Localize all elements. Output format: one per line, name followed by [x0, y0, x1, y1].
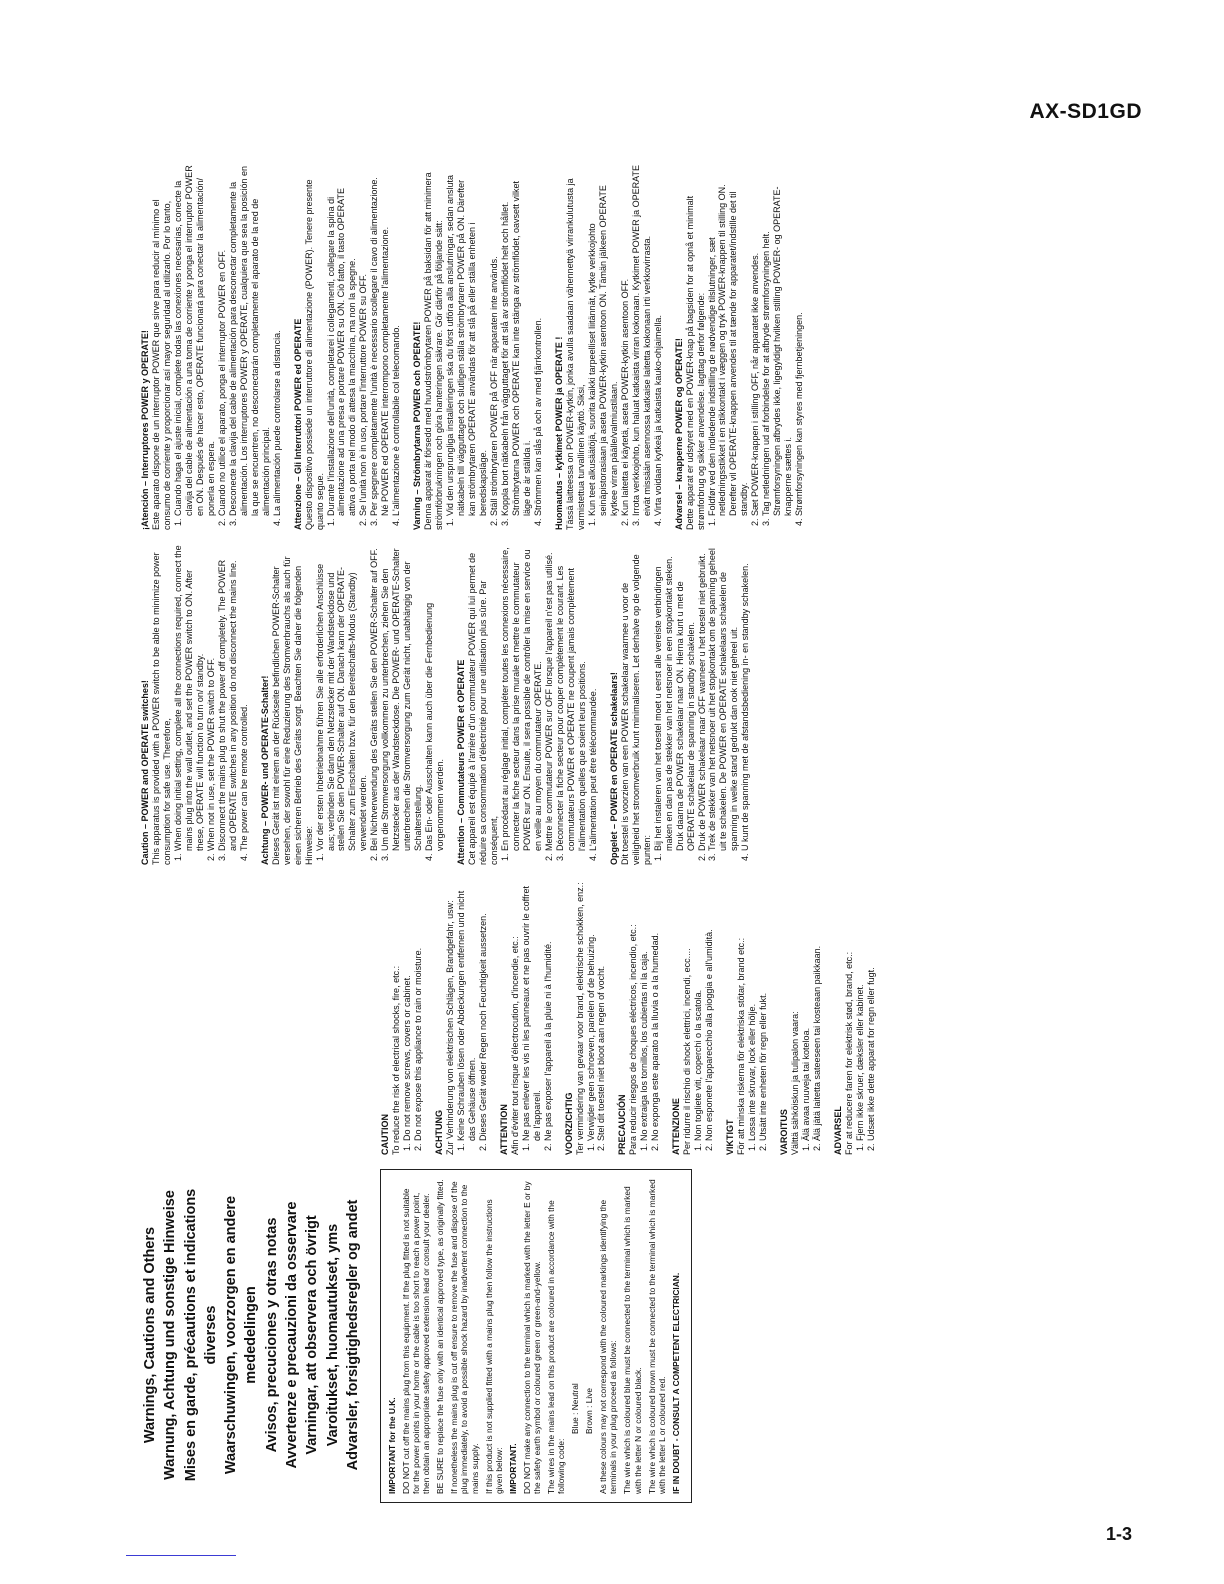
- section-list: [456, 875, 489, 1155]
- section-heading: Opgelet – POWER en OPERATE schakelaars!: [608, 672, 619, 865]
- power-switch-column-1: [140, 545, 761, 865]
- section-intro: Para reducir riesgos de choques eléctricos, incendio, etc.:: [628, 924, 639, 1155]
- section-intro: To reduce the risk of electrical shocks, fire, etc.:: [390, 965, 401, 1155]
- section-list-item: 4. The power can be remote controlled.: [239, 545, 250, 851]
- uk-paragraph: IF IN DOUBT - CONSULT A COMPETENT ELECTRICIAN.: [670, 1272, 681, 1494]
- section-list-item: 2. No exponga este aparato a la lluvia o a la humedad.: [650, 875, 661, 1141]
- section-list: [586, 875, 608, 1155]
- warning-section: [609, 545, 752, 865]
- uk-heading: IMPORTANT.: [507, 1443, 518, 1494]
- section-list-item: 1. No extraiga los tornillos, los cubiertas ni la caja.: [639, 875, 650, 1141]
- section-list-item: 3. Disconnect the mains plug to shut the power off completely. The POWER and OPERATE switches in any position do not disconnect the mains line.: [217, 545, 239, 851]
- warning-section: [260, 545, 446, 865]
- section-intro: Dieses Gerät ist mit einem an der Rückseite befindlichen POWER-Schalter versehen, der sowohl für eine Reduzierung des Stromverbrauchs als auch für einen sicheren Betrieb des Geräts sorgt. Beachten Sie daher die folgenden Hinweise:: [270, 556, 314, 865]
- uk-wire-legend: Brown : Live: [584, 1387, 595, 1434]
- section-intro: Per ridurre il rischio di shock elettrici, incendi, ecc....: [682, 948, 693, 1155]
- uk-paragraph: As these colours may not correspond with the coloured markings identifying the terminals in your plug proceed as follows:: [598, 1199, 619, 1494]
- section-list: [315, 545, 447, 865]
- section-intro: Questo dispositivo possiede un interruttore di alimentazione (POWER). Tenere presente quanto segue.: [303, 179, 325, 530]
- power-switch-column-2: [140, 165, 815, 530]
- section-list-item: 2. Mettre le commutateur POWER sur OFF lorsque l'appareil n'est pas utilisé.: [544, 545, 555, 851]
- section-list: [747, 875, 769, 1155]
- section-heading: ¡Atención – Interruptores POWER y OPERATE!: [140, 330, 150, 530]
- title-line: Varningar, att observera och övrigt: [304, 1215, 321, 1455]
- section-list-item: 1. Kun teet alkusäätöjä, suorita kaikki tarpeelliset liitännät, kytke verkkojohto seinäpistorasiaan ja aseta POWER-kytkin asentoon ON. Tämän jälkeen OPERATE kytkee virran päälle/valmiustilaan.: [587, 165, 620, 516]
- section-heading: CAUTION: [380, 1114, 390, 1155]
- uk-paragraph: If this product is not supplied fitted with a mains plug then follow the instructions given below:: [483, 1199, 504, 1494]
- section-list-item: 1. When doing initial setting, complete all the connections required, connect the mains plug into the wall outlet, and set the POWER switch to ON. After these, OPERATE will function to turn on/ standby.: [173, 545, 206, 851]
- section-list-item: 1. Lossa inte skruvar, lock eller hölje.: [747, 875, 758, 1141]
- warning-section: [434, 875, 489, 1155]
- section-list-item: 1. Älä avaa ruuveja tai koteloa.: [801, 875, 812, 1141]
- page-number: 1-3: [1105, 1524, 1132, 1544]
- section-list: [500, 545, 599, 865]
- section-list-item: 1. Verwijder geen schroeven, panelen of de behuizing.: [586, 875, 597, 1141]
- warning-section: [554, 165, 664, 530]
- section-list-item: 2. Ne pas exposer l'appareil à la pluie ni à l'humidité.: [543, 875, 554, 1141]
- section-intro: Cet appareil est équipé à l'arrière d'un commutateur POWER qui lui permet de réduire sa consommation d'électricité pour une utilisation plus sûre. Par conséquent,: [467, 552, 500, 865]
- section-intro: Este aparato dispone de un interruptor POWER que sirve para reducir al mínimo el consumo de corriente y proporcionar así mayor seguridad al utilizarlo. Por lo tanto,: [150, 199, 172, 530]
- title-line: Varoitukset, huomautukset, yms: [324, 1223, 341, 1447]
- section-list-item: 2. Se l'unità non è in uso, portare l'interruttore POWER su OFF.: [358, 165, 369, 516]
- section-list-item: 2. Stel dit toestel niet bloot aan regen of vocht.: [596, 875, 607, 1141]
- section-list-item: 1. Do not remove screws, covers or cabinet.: [402, 875, 413, 1141]
- section-list-item: 4. L'alimentazione è controllabile col telecomando.: [391, 165, 402, 516]
- uk-paragraph: The wire which is coloured blue must be connected to the terminal which is marked with the letter N or coloured black.: [622, 1186, 643, 1494]
- title-line: Warnung, Achtung und sonstige Hinweise: [162, 1190, 179, 1480]
- section-list: [855, 875, 877, 1155]
- uk-paragraph: DO NOT make any connection to the terminal which is marked with the letter E or by the safety earth symbol or coloured green or green-and-yellow.: [521, 1181, 542, 1494]
- section-list-item: 2. Utsätt inte enheten för regn eller fukt.: [758, 875, 769, 1141]
- section-intro: This apparatus is provided with a POWER switch to be able to minimize power consumption for safe use. Therefore,: [150, 552, 172, 865]
- section-heading: Varning – Strömbrytarna POWER och OPERATE!: [412, 321, 423, 530]
- section-heading: Advarsel – knapperne POWER og OPERATE!: [673, 338, 684, 530]
- section-list-item: 2. Druk de POWER schakelaar naar OFF wanneer u het toestel niet gebruikt.: [697, 545, 708, 851]
- warning-section: [380, 875, 424, 1155]
- warning-section: [412, 165, 544, 530]
- section-list: [326, 165, 403, 530]
- section-heading: Caution – POWER and OPERATE switches!: [140, 680, 150, 865]
- uk-paragraph: BE SURE to replace the fuse only with an identical approved type, as originally fitted.: [435, 1179, 446, 1494]
- section-intro: Afin d'éviter tout risque d'électrocution, d'incendie, etc.:: [509, 936, 520, 1155]
- section-list-item: 1. Cuando haga el ajuste inicial, complete todas las conexiones necesarias, conecte la clavija del cable de alimentación a una toma de corriente y ponga el interruptor POWER en ON. Después de hacer esto, OPERATE funcionará para conectar la alimentación/ ponerla en espera.: [173, 165, 217, 516]
- section-intro: Välttä sähköiskun ja tulipalon vaara:: [790, 1011, 801, 1155]
- section-list-item: 4. La alimentación puede controlarse a distancia.: [272, 165, 283, 516]
- section-list-item: 1. Bij het instaleren van het toestel moet u eerst alle vereiste verbindingen maken en dan pas de stekker van het netsnoer in een stopkontakt steken. Druk daarna de POWER schakelaar naar ON. Hierna kunt u met de OPERATE schakelaar de spanning in standby schakelen.: [653, 545, 697, 851]
- section-list-item: 1. Durante l'installazione dell'unità, completarei i collegamenti, collegare la spina di alimentazione ad una presa e portare POWER su ON. Ciò fatto, il tasto OPERATE attiva o porta nel modo di attesa la macchina, ma non la spegne.: [326, 165, 359, 516]
- section-list-item: 2. Älä jätä laitetta sateeseen tai kosteaan paikkaan.: [812, 875, 823, 1141]
- section-heading: ATTENZIONE: [671, 1098, 682, 1155]
- model-number: AX-SD1GD: [1029, 100, 1142, 123]
- section-list-item: 2. When not in use, set the POWER switch to OFF.: [206, 545, 217, 851]
- section-list-item: 1. Vid den ursprungliga installeringen ska du först utföra alla anslutningar, sedan ansluta nätkabeln till vägguttaget och slutligen ställa strömbrytaren POWER på ON. Därefter kan strömbrytaren OPERATE användas för att slå på eller ställa enheten i beredskapsläge.: [445, 165, 489, 516]
- section-list-item: 1. Foldfør ved den indledende indstilling de nødvendige tilslutninger, sæt netledningsstikket i en stikkontakt i væggen og tryk POWER-knappen til stilling ON. Derefter vil OPERATE-knappen anvendes til at tænde for apparatet/indstille det til standby.: [707, 165, 751, 516]
- section-heading: VIKTIGT: [725, 1119, 736, 1155]
- section-heading: ACHTUNG: [433, 1110, 444, 1155]
- section-list-item: 1. Non togliete viti, coperchi o la scatola.: [693, 875, 704, 1141]
- uk-wire-legend: Blue : Neutral: [570, 1383, 581, 1434]
- section-list-item: 2. Non esponete l'apparecchio alla pioggia e all'umidità.: [704, 875, 715, 1141]
- section-list: [653, 545, 752, 865]
- warning-section: [499, 875, 554, 1155]
- section-list-item: 3. Trek de stekker van het netsnoer uit het stopkontakt om de spanning geheel uit te schakelen. De POWER en OPERATE schakelaars schakelen de spanning in welke stand gedrukt dan ook niet geheel uit.: [707, 545, 740, 851]
- section-intro: Dit toestel is voorzien van een POWER schakelaar waarmee u voor de veiligheid het stroomverbruik kunt minimaliseren. Let derhalve op de volgende punten:: [619, 554, 652, 865]
- section-intro: Dette apparat er udstyret med en POWER-knap på bagsiden for at opnå et minimalt strømforbrug og sikker anvendelse. Iagttag derfor følgende:: [684, 195, 706, 530]
- section-list-item: 2. Ställ strömbrytaren POWER på OFF när apparaten inte används.: [489, 165, 500, 516]
- section-intro: För att minska riskerna för elektriska stötar, brand etc.:: [736, 937, 747, 1155]
- section-list-item: 4. U kunt de spanning met de afstandsbediening in- en standby schakelen.: [740, 545, 751, 851]
- section-list-item: 2. Kun laitetta ei käytetä, aseta POWER-kytkin asentoon OFF.: [620, 165, 631, 516]
- uk-paragraph: The wire which is coloured brown must be connected to the terminal which is marked with the letter L or coloured red.: [646, 1179, 667, 1494]
- section-list-item: 4. Virta voidaan kytkeä ja katkaista kauko-ohjaimella.: [653, 165, 664, 516]
- warning-section: [833, 875, 877, 1155]
- section-list: [707, 165, 806, 530]
- title-line: Advarsler, forsigtighedsregler og andet: [344, 1199, 361, 1471]
- section-list: [445, 165, 544, 530]
- footer-rule: [126, 1555, 236, 1556]
- section-list-item: 1. En procédant au réglage initial, compléter toutes les connexions nécessaire, connecter la fiche secteur dans la prise murale et mettre le commutateur POWER sur ON. Ensuite, il sera possible de contrôler la mise en service ou en veille au moyen du commutateur OPERATE.: [500, 545, 544, 851]
- section-heading: Attention – Commutateurs POWER et OPERATE: [456, 659, 467, 865]
- section-list: [521, 875, 554, 1155]
- rotated-content: [140, 160, 1040, 1505]
- uk-paragraph: The wires in the mains lead on this product are coloured in accordance with the following code:: [546, 1200, 567, 1494]
- uk-important-box: [380, 1169, 692, 1503]
- warning-section: [140, 545, 250, 865]
- uk-paragraph: DO NOT cut off the mains plug from this equipment. If the plug fitted is not suitable for the power points in your home or the cable is too short to reach a power point, then obtain an appropriate safety approved extension lead or consult your dealer.: [401, 1188, 432, 1494]
- section-heading: PRECAUCIÓN: [617, 1094, 628, 1155]
- section-list: [639, 875, 661, 1155]
- section-list-item: 3. Desconecte la clavija del cable de alimentación para desconectar completamente la alimentación. Los interruptores POWER y OPERATE, cualquiera que sea la posición en la que se encuentren, no desconectarán completamente el aparato de la red de alimentación principal.: [228, 165, 272, 516]
- section-intro: Tässä laitteessa on POWER-kytkin, jonka avulla saadaan vähennettyä virrankulutusta ja varmistettua turvallinen käyttö. Siksi,: [564, 178, 586, 530]
- section-list-item: 2. Udsæt ikke dette apparat for regn eller fugt.: [866, 875, 877, 1141]
- section-list-item: 3. Déconnecter la fiche secteur pour couper complètement le courant. Les commutateurs POWER et OPERATE ne coupent jamais complètement l'alimentation quelles que soient leurs positions.: [555, 545, 588, 851]
- section-heading: VOORZICHTIG: [563, 1092, 574, 1155]
- section-intro: For at reducere faren for elektrisk stød, brand, etc.:: [843, 951, 854, 1155]
- section-intro: Denna apparat är försedd med huvudströmbrytaren POWER på baksidan för att minimera strömförbrukningen och göra hanteringen säkrare. Gör därför på följande sätt:: [423, 172, 445, 530]
- section-list-item: 2. Cuando no utilice el aparato, ponga el interruptor POWER en OFF.: [217, 165, 228, 516]
- section-heading: ATTENTION: [498, 1104, 509, 1155]
- section-list-item: 3. Per spegnere completamente l'unità è necessario scollegare il cavo di alimentazione. Né POWER ed OPERATE interrompono completamente l'alimentazione.: [369, 165, 391, 516]
- section-list-item: 2. Dieses Gerät weder Regen noch Feuchtigkeit aussetzen.: [478, 875, 489, 1141]
- section-list: [173, 165, 283, 530]
- title-line: Mises en garde, précautions et indications diverses: [182, 1188, 219, 1482]
- section-list: [402, 875, 424, 1155]
- uk-heading: IMPORTANT for the U.K.: [387, 1397, 397, 1494]
- section-list-item: 3. Irrota verkkojohto, kun haluat katkaista virran kokonaan. Kytkimet POWER ja OPERATE eivät missään asennossa katkaise laitetta kokonaan irti verkkovirrasta.: [631, 165, 653, 516]
- section-list-item: 3. Tag netledningen ud af forbindelse for at afbryde strømforsyningen helt. Strømforsyningen afbrydes ikke, ligegyldigt hvilken stilling POWER- og OPERATE-knapperne sættes i.: [761, 165, 794, 516]
- section-heading: ADVARSEL: [832, 1106, 843, 1155]
- warning-section: [617, 875, 661, 1155]
- warning-section: [671, 875, 715, 1155]
- section-list-item: 1. Keine Schrauben lösen oder Abdeckungen entfernen und nicht das Gehäuse öffnen.: [456, 875, 478, 1141]
- section-list-item: 2. Bei Nichtverwendung des Geräts stellen Sie den POWER-Schalter auf OFF.: [369, 545, 380, 851]
- warning-section: [293, 165, 403, 530]
- section-list-item: 1. Vor der ersten Inbetriebnahme führen Sie alle erforderlichen Anschlüsse aus; verbinden Sie dann den Netzstecker mit der Wandsteckdose und stellen Sie den POWER-Schalter auf ON. Danach kann der OPERATE-Schalter zum Einschalten bzw. für den Bereitschafts-Modus (Standby) verwendet werden.: [315, 545, 370, 851]
- caution-column: [380, 875, 887, 1155]
- section-list: [801, 875, 823, 1155]
- section-list-item: 2. Do not expose this appliance to rain or moisture.: [413, 875, 424, 1141]
- warning-section: [674, 165, 806, 530]
- section-list-item: 2. Sæt POWER-knappen i stilling OFF, når apparatet ikke anvendes.: [750, 165, 761, 516]
- section-intro: Zur Verhinderung von elektrischen Schlägen, Brandgefahr, usw:: [444, 900, 455, 1155]
- section-list-item: 3. Um die Stromversorgung vollkommen zu unterbrechen, ziehen Sie den Netzstecker aus der Wandsteckdose. Die POWER- und OPERATE-Schalter unterbrechen die Stromversorgung zum Gerät nicht, unabhängig von der Schalterstellung.: [380, 545, 424, 851]
- section-list: [693, 875, 715, 1155]
- warning-section: [725, 875, 769, 1155]
- section-list-item: 1. Ne pas enlever les vis ni les panneaux et ne pas ouvrir le coffret de l'appareil.: [521, 875, 543, 1141]
- section-heading: VAROITUS: [779, 1109, 790, 1155]
- warning-section: [456, 545, 599, 865]
- section-heading: Huomautus – kytkimet POWER ja OPERATE !: [553, 336, 564, 530]
- section-list: [173, 545, 250, 865]
- section-list: [587, 165, 664, 530]
- title-block: [140, 1165, 363, 1505]
- section-heading: Achtung – POWER- und OPERATE-Schalter!: [259, 675, 270, 865]
- section-list-item: 4. L'alimentation peut être télécommandée.: [588, 545, 599, 851]
- section-intro: Ter vermindering van gevaar voor brand, elektrische schokken, enz.:: [574, 882, 585, 1155]
- section-heading: Attenzione – Gli Interruttori POWER ed OPERATE: [292, 318, 303, 530]
- warning-section: [564, 875, 608, 1155]
- title-line: Avisos, precuciones y otras notas: [263, 1217, 280, 1453]
- section-list-item: 4. Das Ein- oder Ausschalten kann auch über die Fernbedienung vorgenommen werden.: [424, 545, 446, 851]
- warning-section: [140, 165, 283, 530]
- title-line: Warnings, Cautions and Others: [142, 1226, 158, 1444]
- warning-section: [779, 875, 823, 1155]
- section-list-item: 1. Fjern ikke skruer, dæksler eller kabinet.: [855, 875, 866, 1141]
- uk-paragraph: If nonetheless the mains plug is cut off ensure to remove the fuse and dispose of the plug immediately, to avoid a possible shock hazard by inadvertent connection to the mains supply.: [449, 1181, 480, 1494]
- section-list-item: 4. Strømforsyningen kan styres med fjernbetjeningen.: [794, 165, 805, 516]
- section-list-item: 3. Koppla bort nätkabeln från vägguttaget för att slå av strömflödet helt och hållet. Strömbrytarna POWER och OPERATE kan inte stänga av strömflödet, oavsett vilket läge de är ställda i.: [500, 165, 533, 516]
- title-line: Avvertenze e precauzioni da osservare: [284, 1201, 301, 1469]
- title-line: Waarschuwingen, voorzorgen en andere mededelingen: [223, 1195, 260, 1475]
- section-list-item: 4. Strömmen kan slås på och av med fjärrkontrollen.: [533, 165, 544, 516]
